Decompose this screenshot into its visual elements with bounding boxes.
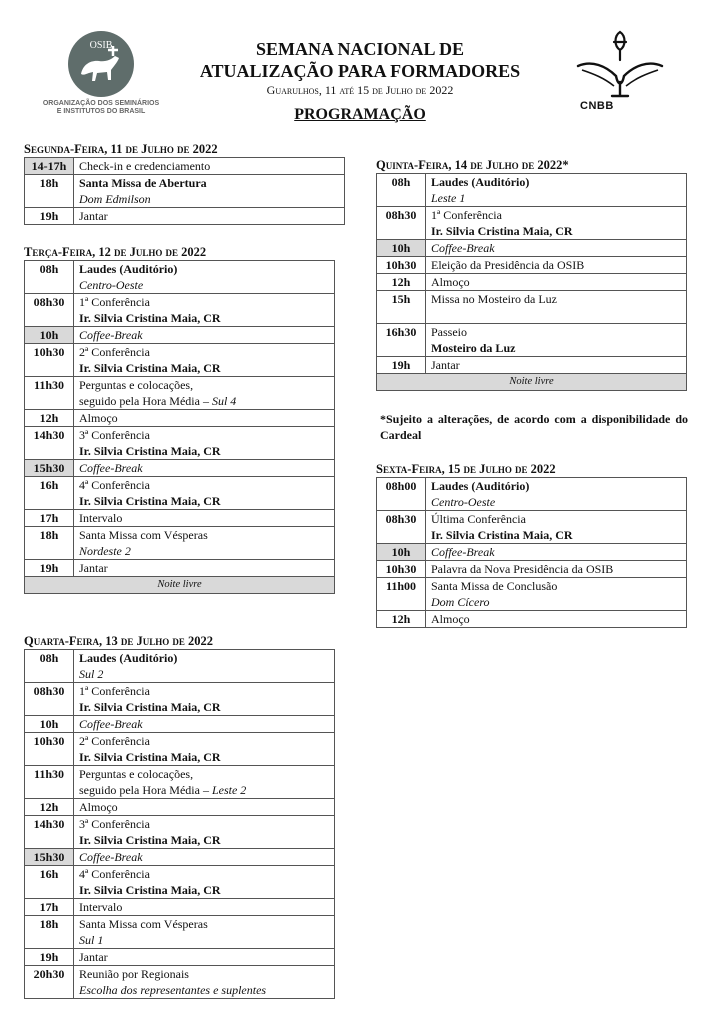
activity-region: Sul 4: [211, 394, 237, 408]
activity-text: Mosteiro da Luz: [431, 341, 516, 355]
activity-line: [431, 357, 681, 373]
time-cell: 19h: [25, 560, 74, 577]
osib-name-line2: E INSTITUTOS DO BRASIL: [56, 108, 146, 115]
activity-cell: [74, 208, 345, 225]
activity-line: [79, 493, 329, 509]
time-cell: 08h00: [377, 478, 426, 511]
activity-line: [79, 849, 329, 865]
activity-text: Dom Edmilson: [79, 192, 151, 206]
activity-line: [79, 816, 329, 832]
time-cell: 11h00: [377, 578, 426, 611]
activity-line: [79, 543, 329, 559]
time-cell: 08h: [377, 174, 426, 207]
activity-line: [79, 527, 329, 543]
schedule-row: [377, 174, 687, 207]
activity-line: [79, 866, 329, 882]
activity-line: [79, 360, 329, 376]
schedule-row: [377, 611, 687, 628]
schedule-row: [25, 510, 335, 527]
activity-line: [431, 274, 681, 290]
activity-text: 4ª Conferência: [79, 867, 150, 881]
activity-text: Ir. Silvia Cristina Maia, CR: [79, 494, 221, 508]
activity-text: Passeio: [431, 325, 467, 339]
activity-text: Escolha dos representantes e suplentes: [79, 983, 267, 997]
activity-cell: [74, 849, 335, 866]
time-cell: 11h30: [25, 766, 74, 799]
activity-text: Almoço: [79, 411, 118, 425]
activity-line: [79, 377, 329, 393]
schedule-row: [25, 427, 335, 460]
activity-cell: [74, 410, 335, 427]
activity-line: [79, 650, 329, 666]
time-cell: 19h: [25, 208, 74, 225]
activity-line: [431, 561, 681, 577]
activity-cell: [74, 650, 335, 683]
activity-text: Missa no Mosteiro da Luz: [431, 292, 557, 306]
activity-text: 1ª Conferência: [431, 208, 502, 222]
activity-line: [79, 327, 329, 343]
activity-text: Perguntas e colocações,: [79, 767, 194, 781]
activity-cell: [74, 175, 345, 208]
schedule-row: [25, 294, 335, 327]
schedule-row: [25, 683, 335, 716]
activity-line: [79, 477, 329, 493]
activity-text: Coffee-Break: [79, 328, 143, 342]
schedule-row: [377, 511, 687, 544]
activity-cell: [74, 916, 335, 949]
time-cell: 10h30: [377, 561, 426, 578]
time-cell: 12h: [377, 611, 426, 628]
activity-cell: [74, 799, 335, 816]
activity-text: Coffee-Break: [79, 461, 143, 475]
schedule-table: [24, 157, 345, 225]
free-night-cell: Noite livre: [25, 577, 335, 594]
activity-line: [79, 560, 329, 576]
day-title: Segunda-Feira, 11 de Julho de 2022: [24, 142, 218, 156]
schedule-row: [25, 650, 335, 683]
activity-text: 3ª Conferência: [79, 817, 150, 831]
schedule-row: [25, 527, 335, 560]
schedule-row: [25, 799, 335, 816]
time-cell: 08h30: [25, 294, 74, 327]
day-monday: [24, 141, 345, 225]
program-heading: PROGRAMAÇÃO: [294, 106, 426, 123]
schedule-row: [377, 291, 687, 324]
activity-text: Ir. Silvia Cristina Maia, CR: [79, 361, 221, 375]
time-cell: 14-17h: [25, 158, 74, 175]
activity-line: [431, 611, 681, 627]
activity-line: [431, 223, 681, 239]
activity-line: [431, 324, 681, 340]
time-cell: 08h30: [377, 207, 426, 240]
activity-text: Jantar: [431, 358, 460, 372]
activity-cell: [426, 324, 687, 357]
activity-line: [431, 478, 681, 494]
osib-name-line1: ORGANIZAÇÃO DOS SEMINÁRIOS: [42, 100, 160, 107]
schedule-row: [377, 561, 687, 578]
day-tuesday: [24, 244, 335, 594]
activity-text: Ir. Silvia Cristina Maia, CR: [79, 833, 221, 847]
dove-icon: [572, 26, 668, 106]
time-cell: 10h30: [25, 733, 74, 766]
activity-text: Dom Cícero: [431, 595, 490, 609]
activity-line: [431, 174, 681, 190]
activity-text: Jantar: [79, 209, 108, 223]
schedule-row: [25, 716, 335, 733]
schedule-row: [25, 377, 335, 410]
activity-text: Ir. Silvia Cristina Maia, CR: [79, 700, 221, 714]
activity-text: Palavra da Nova Presidência da OSIB: [431, 562, 614, 576]
activity-line: [79, 699, 329, 715]
activity-line: [431, 240, 681, 256]
activity-line: [79, 949, 329, 965]
schedule-row: [25, 477, 335, 510]
day-title: Quarta-Feira, 13 de Julho de 2022: [24, 634, 214, 648]
activity-cell: [426, 240, 687, 257]
activity-cell: [74, 158, 345, 175]
schedule-row: [25, 899, 335, 916]
activity-line: [431, 207, 681, 223]
activity-line: [79, 832, 329, 848]
activity-line: [79, 799, 329, 815]
activity-line: [79, 716, 329, 732]
activity-text: Coffee-Break: [431, 241, 495, 255]
activity-cell: [74, 261, 335, 294]
time-cell: 14h30: [25, 427, 74, 460]
activity-cell: [426, 511, 687, 544]
activity-cell: [426, 274, 687, 291]
time-cell: 08h: [25, 650, 74, 683]
activity-text: 2ª Conferência: [79, 734, 150, 748]
activity-line: [79, 294, 329, 310]
activity-cell: [74, 344, 335, 377]
activity-region: Leste 2: [211, 783, 247, 797]
activity-line: [79, 277, 329, 293]
activity-text: Última Conferência: [431, 512, 526, 526]
schedule-row: [25, 766, 335, 799]
activity-text: Coffee-Break: [79, 850, 143, 864]
activity-line: [431, 511, 681, 527]
schedule-footer-row: [25, 577, 335, 594]
activity-text: Santa Missa com Vésperas: [79, 917, 208, 931]
schedule-table: [376, 477, 687, 628]
day-title: Sexta-Feira, 15 de Julho de 2022: [376, 462, 556, 476]
activity-line: [431, 340, 681, 356]
schedule-row: [377, 357, 687, 374]
activity-text: Leste 1: [431, 191, 466, 205]
activity-text: 2ª Conferência: [79, 345, 150, 359]
activity-line: [79, 666, 329, 682]
time-cell: 16h: [25, 477, 74, 510]
activity-line: [431, 291, 681, 307]
activity-line: [431, 594, 681, 610]
activity-cell: [426, 611, 687, 628]
activity-line: [79, 208, 339, 224]
time-cell: 17h: [25, 510, 74, 527]
schedule-row: [25, 344, 335, 377]
cnbb-label: CNBB: [580, 100, 614, 112]
osib-monogram: OSIB: [89, 40, 113, 51]
time-cell: 08h30: [25, 683, 74, 716]
time-cell: 12h: [25, 799, 74, 816]
time-cell: 18h: [25, 175, 74, 208]
activity-line: [79, 916, 329, 932]
time-cell: 10h30: [377, 257, 426, 274]
activity-cell: [74, 527, 335, 560]
activity-line: [79, 966, 329, 982]
time-cell: 14h30: [25, 816, 74, 849]
activity-line: [79, 733, 329, 749]
schedule-row: [25, 175, 345, 208]
activity-line: [431, 190, 681, 206]
schedule-row: [377, 257, 687, 274]
activity-text: Laudes (Auditório): [79, 651, 178, 665]
osib-lamb-icon: [67, 30, 135, 98]
activity-text: Intervalo: [79, 900, 123, 914]
activity-line: [79, 393, 329, 409]
activity-text: Intervalo: [79, 511, 123, 525]
schedule-footer-row: [377, 374, 687, 391]
activity-line: [79, 191, 339, 207]
activity-cell: [426, 561, 687, 578]
activity-text: Nordeste 2: [79, 544, 131, 558]
activity-text: Ir. Silvia Cristina Maia, CR: [79, 444, 221, 458]
schedule-table: [24, 260, 335, 594]
time-cell: 10h: [25, 327, 74, 344]
day-thursday: [376, 157, 687, 391]
activity-cell: [426, 291, 687, 324]
activity-line: [79, 410, 329, 426]
time-cell: 10h30: [25, 344, 74, 377]
time-cell: 16h30: [377, 324, 426, 357]
activity-cell: [74, 460, 335, 477]
schedule-row: [377, 274, 687, 291]
activity-line: [431, 578, 681, 594]
activity-line: [79, 175, 339, 191]
time-cell: 18h: [25, 527, 74, 560]
time-cell: 11h30: [25, 377, 74, 410]
activity-text: Ir. Silvia Cristina Maia, CR: [431, 528, 573, 542]
day-title: Quinta-Feira, 14 de Julho de 2022*: [376, 158, 569, 172]
activity-text: Sul 2: [79, 667, 104, 681]
schedule-row: [25, 261, 335, 294]
schedule-row: [25, 410, 335, 427]
activity-line: [79, 460, 329, 476]
activity-cell: [74, 733, 335, 766]
activity-text: Almoço: [79, 800, 118, 814]
activity-text: Laudes (Auditório): [431, 479, 530, 493]
schedule-row: [377, 478, 687, 511]
activity-line: [431, 544, 681, 560]
activity-cell: [74, 510, 335, 527]
activity-text: Ir. Silvia Cristina Maia, CR: [79, 883, 221, 897]
time-cell: 16h: [25, 866, 74, 899]
schedule-row: [377, 578, 687, 611]
activity-cell: [426, 544, 687, 561]
activity-text: Coffee-Break: [79, 717, 143, 731]
day-title: Terça-Feira, 12 de Julho de 2022: [24, 245, 207, 259]
schedule-row: [377, 207, 687, 240]
time-cell: 10h: [25, 716, 74, 733]
schedule-row: [377, 544, 687, 561]
time-cell: 17h: [25, 899, 74, 916]
activity-text: Ir. Silvia Cristina Maia, CR: [431, 224, 573, 238]
activity-line: [79, 766, 329, 782]
schedule-row: [25, 866, 335, 899]
time-cell: 10h: [377, 240, 426, 257]
schedule-row: [25, 158, 345, 175]
activity-text: 3ª Conferência: [79, 428, 150, 442]
schedule-row: [25, 460, 335, 477]
time-cell: 12h: [25, 410, 74, 427]
activity-cell: [74, 966, 335, 999]
activity-line: [431, 527, 681, 543]
activity-text: 1ª Conferência: [79, 684, 150, 698]
title-line-2: ATUALIZAÇÃO PARA FORMADORES: [199, 61, 521, 81]
osib-logo: [26, 30, 176, 116]
activity-text: Santa Missa de Conclusão: [431, 579, 558, 593]
time-cell: 19h: [25, 949, 74, 966]
free-night-cell: Noite livre: [377, 374, 687, 391]
activity-cell: [426, 207, 687, 240]
activity-text: Sul 1: [79, 933, 104, 947]
activity-line: [79, 510, 329, 526]
activity-cell: [426, 578, 687, 611]
activity-text: Centro-Oeste: [79, 278, 144, 292]
activity-cell: [74, 427, 335, 460]
activity-line: [79, 683, 329, 699]
activity-line: [79, 158, 339, 174]
time-cell: 15h30: [25, 460, 74, 477]
schedule-row: [25, 733, 335, 766]
activity-cell: [74, 716, 335, 733]
day-wednesday: [24, 633, 335, 999]
schedule-row: [25, 916, 335, 949]
activity-text: Coffee-Break: [431, 545, 495, 559]
activity-text: Jantar: [79, 950, 108, 964]
schedule-row: [25, 327, 335, 344]
time-cell: 08h30: [377, 511, 426, 544]
activity-cell: [74, 866, 335, 899]
schedule-row: [25, 816, 335, 849]
activity-cell: [74, 816, 335, 849]
activity-text: Centro-Oeste: [431, 495, 496, 509]
activity-text: Reunião por Regionais: [79, 967, 189, 981]
activity-text: Ir. Silvia Cristina Maia, CR: [79, 750, 221, 764]
activity-line: [431, 257, 681, 273]
activity-text: 4ª Conferência: [79, 478, 150, 492]
activity-line: [79, 982, 329, 998]
time-cell: 15h30: [25, 849, 74, 866]
activity-line: [79, 749, 329, 765]
activity-line: [79, 932, 329, 948]
activity-text: Laudes (Auditório): [431, 175, 530, 189]
activity-cell: [74, 377, 335, 410]
schedule-row: [25, 966, 335, 999]
activity-cell: [426, 174, 687, 207]
activity-text: Perguntas e colocações,: [79, 378, 194, 392]
activity-cell: [74, 899, 335, 916]
activity-text: Ir. Silvia Cristina Maia, CR: [79, 311, 221, 325]
schedule-row: [25, 949, 335, 966]
activity-text: Laudes (Auditório): [79, 262, 178, 276]
time-cell: 20h30: [25, 966, 74, 999]
schedule-table: [24, 649, 335, 999]
time-cell: 18h: [25, 916, 74, 949]
activity-line: [79, 882, 329, 898]
activity-text: 1ª Conferência: [79, 295, 150, 309]
activity-cell: [74, 560, 335, 577]
activity-line: [79, 261, 329, 277]
day-friday: [376, 461, 687, 628]
activity-text: Santa Missa de Abertura: [79, 176, 207, 190]
activity-text: Santa Missa com Vésperas: [79, 528, 208, 542]
activity-cell: [74, 683, 335, 716]
activity-cell: [426, 257, 687, 274]
activity-cell: [74, 477, 335, 510]
time-cell: 08h: [25, 261, 74, 294]
activity-line: [79, 344, 329, 360]
activity-line: [79, 427, 329, 443]
activity-cell: [74, 327, 335, 344]
activity-line: [79, 443, 329, 459]
activity-line: [79, 899, 329, 915]
title-line-1: SEMANA NACIONAL DE: [255, 39, 465, 59]
document-header: [170, 38, 550, 124]
activity-text: seguido pela Hora Média –: [79, 394, 209, 408]
activity-line: [79, 310, 329, 326]
schedule-note: *Sujeito a alterações, de acordo com a disponibilidade do Cardeal: [380, 412, 688, 442]
activity-line: [431, 494, 681, 510]
activity-text: Jantar: [79, 561, 108, 575]
activity-cell: [74, 766, 335, 799]
schedule-row: [377, 240, 687, 257]
activity-text: Almoço: [431, 612, 470, 626]
subtitle: Guarulhos, 11 até 15 de Julho de 2022: [266, 83, 454, 97]
activity-cell: [74, 949, 335, 966]
time-cell: 10h: [377, 544, 426, 561]
time-cell: 15h: [377, 291, 426, 324]
schedule-row: [25, 560, 335, 577]
schedule-row: [377, 324, 687, 357]
schedule-row: [25, 849, 335, 866]
schedule-table: [376, 173, 687, 391]
cnbb-logo: [572, 26, 668, 122]
activity-text: Almoço: [431, 275, 470, 289]
time-cell: 19h: [377, 357, 426, 374]
schedule-row: [25, 208, 345, 225]
activity-cell: [74, 294, 335, 327]
activity-text: Eleição da Presidência da OSIB: [431, 258, 585, 272]
activity-cell: [426, 478, 687, 511]
activity-line: [79, 782, 329, 798]
activity-text: Check-in e credenciamento: [79, 159, 211, 173]
activity-text: seguido pela Hora Média –: [79, 783, 209, 797]
activity-cell: [426, 357, 687, 374]
time-cell: 12h: [377, 274, 426, 291]
